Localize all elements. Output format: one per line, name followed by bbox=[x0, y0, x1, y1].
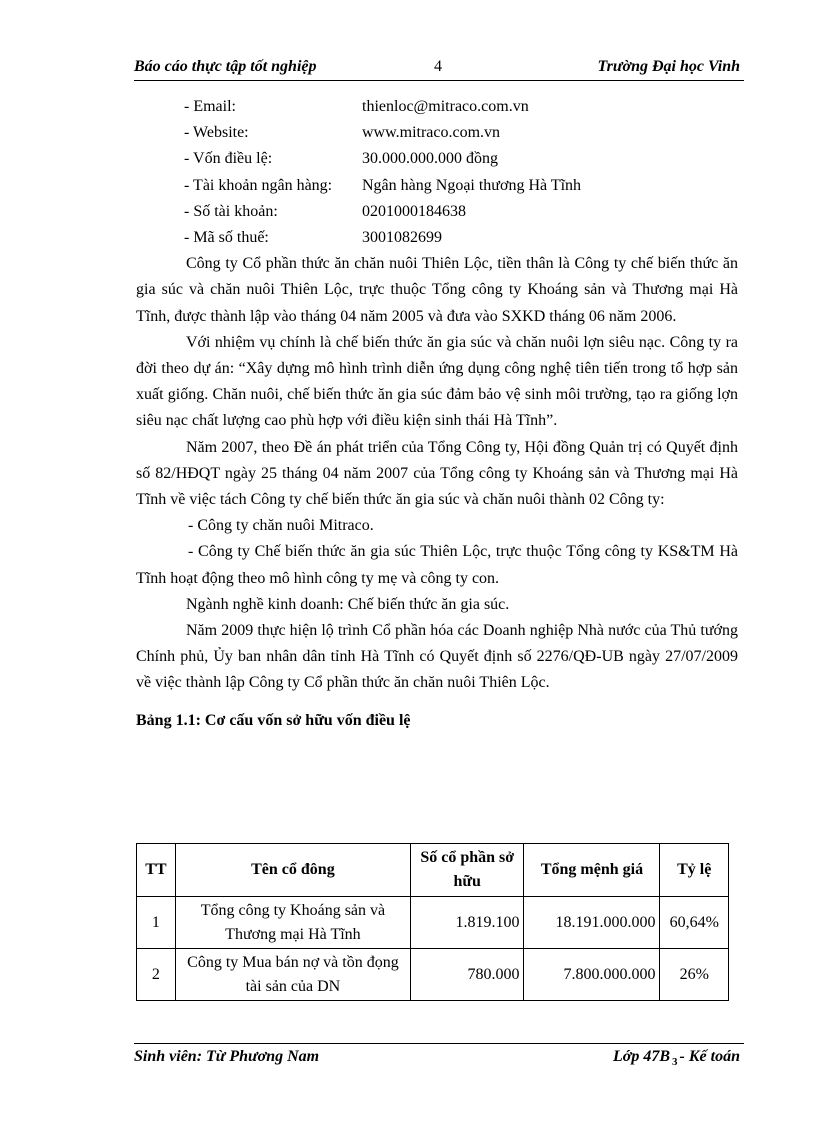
info-value: thienloc@mitraco.com.vn bbox=[362, 98, 529, 115]
info-row-account-number bbox=[136, 199, 738, 225]
info-row-charter-capital bbox=[136, 146, 738, 172]
footer-class-prefix: Lớp 47B bbox=[613, 1048, 671, 1065]
list-item: - Công ty Chế biến thức ăn gia súc Thiên Lộc, trực thuộc Tổng công ty KS&TM Hà Tĩnh hoạt động theo mô hình công ty mẹ và công ty con. bbox=[136, 543, 738, 587]
info-row-tax-code bbox=[136, 225, 738, 251]
info-value: Ngân hàng Ngoại thương Hà Tĩnh bbox=[362, 176, 582, 194]
table-cell: 780.000 bbox=[411, 949, 524, 1001]
document-body bbox=[136, 94, 738, 731]
paragraph: Ngành nghề kinh doanh: Chế biến thức ăn gia súc. bbox=[186, 595, 510, 613]
paragraph: Năm 2009 thực hiện lộ trình Cổ phần hóa các Doanh nghiệp Nhà nước của Thủ tướng Chính phủ, Ủy ban nhân dân tỉnh Hà Tĩnh có Quyết định số 2276/QĐ-UB ngày 27/07/2009 về việc thành lập Công ty Cổ phần thức ăn chăn nuôi Thiên Lộc. bbox=[136, 622, 738, 692]
paragraph: Công ty Cổ phần thức ăn chăn nuôi Thiên Lộc, tiền thân là Công ty chế biến thức ăn gia súc và chăn nuôi Thiên Lộc, trực thuộc Tổng công ty Khoáng sản và Thương mại Hà Tĩnh, được thành lập vào tháng 04 năm 2005 và đưa vào SXKD tháng 06 năm 2006. bbox=[136, 255, 738, 325]
info-value: 3001082699 bbox=[362, 229, 442, 247]
page-number: 4 bbox=[434, 58, 442, 75]
column-header: TT bbox=[137, 844, 176, 897]
info-label: - Số tài khoản: bbox=[184, 202, 278, 220]
table-cell: Công ty Mua bán nợ và tồn đọng tài sản của DN bbox=[175, 949, 410, 1001]
info-row-email bbox=[136, 94, 738, 120]
info-row-website bbox=[136, 120, 738, 146]
footer-class bbox=[613, 1048, 740, 1068]
table-cell: 2 bbox=[137, 949, 176, 1001]
table-row bbox=[137, 897, 729, 949]
page-footer bbox=[134, 1043, 744, 1072]
info-value: 30.000.000.000 đồng bbox=[362, 150, 498, 168]
page-header bbox=[134, 58, 744, 81]
info-label: - Tài khoản ngân hàng: bbox=[184, 176, 333, 194]
table-cell: 1.819.100 bbox=[411, 897, 524, 949]
footer-class-suffix: - Kế toán bbox=[679, 1048, 740, 1065]
info-label: - Email: bbox=[184, 98, 236, 115]
header-university: Trường Đại học Vinh bbox=[597, 58, 740, 75]
table-caption: Bảng 1.1: Cơ cấu vốn sở hữu vốn điều lệ bbox=[136, 711, 411, 729]
table-cell: 26% bbox=[660, 949, 729, 1001]
table-cell: 18.191.000.000 bbox=[524, 897, 660, 949]
table-row bbox=[137, 949, 729, 1001]
paragraph: Năm 2007, theo Đề án phát triển của Tổng Công ty, Hội đồng Quản trị có Quyết định số 82/HĐQT ngày 25 tháng 04 năm 2007 của Tổng công ty Khoáng sản và Thương mại Hà Tĩnh về việc tách Công ty chế biến thức ăn gia súc và chăn nuôi thành 02 Công ty: bbox=[136, 438, 738, 509]
table-cell: 7.800.000.000 bbox=[524, 949, 660, 1001]
capital-structure-table bbox=[136, 843, 729, 1001]
paragraph: Với nhiệm vụ chính là chế biến thức ăn gia súc và chăn nuôi lợn siêu nạc. Công ty ra đời theo dự án: “Xây dựng mô hình trình diễn ứng dụng công nghệ tiên tiến trong tổ hợp sản xuất giống. Chăn nuôi, chế biến thức ăn gia súc đảm bảo vệ sinh môi trường, tạo ra giống lợn siêu nạc chất lượng cao phù hợp với điều kiện sinh thái Hà Tĩnh”. bbox=[136, 333, 738, 430]
info-label: - Vốn điều lệ: bbox=[184, 150, 273, 168]
table-header-row bbox=[137, 844, 729, 897]
table-cell: Tổng công ty Khoáng sản và Thương mại Hà Tĩnh bbox=[175, 897, 410, 949]
column-header: Số cổ phần sở hữu bbox=[411, 844, 524, 897]
column-header: Tổng mệnh giá bbox=[524, 844, 660, 897]
table-cell: 60,64% bbox=[660, 897, 729, 949]
header-report-title: Báo cáo thực tập tốt nghiệp bbox=[134, 58, 317, 75]
list-item: - Công ty chăn nuôi Mitraco. bbox=[188, 517, 374, 535]
info-label: - Website: bbox=[184, 124, 249, 142]
info-value: www.mitraco.com.vn bbox=[362, 124, 501, 142]
footer-student: Sinh viên: Từ Phương Nam bbox=[134, 1048, 320, 1065]
column-header: Tỷ lệ bbox=[660, 844, 729, 897]
info-label: - Mã số thuế: bbox=[184, 229, 269, 247]
footer-class-subscript: 3 bbox=[672, 1056, 678, 1068]
info-row-bank-account bbox=[136, 173, 738, 199]
info-value: 0201000184638 bbox=[362, 202, 466, 220]
table-cell: 1 bbox=[137, 897, 176, 949]
column-header: Tên cổ đông bbox=[175, 844, 410, 897]
